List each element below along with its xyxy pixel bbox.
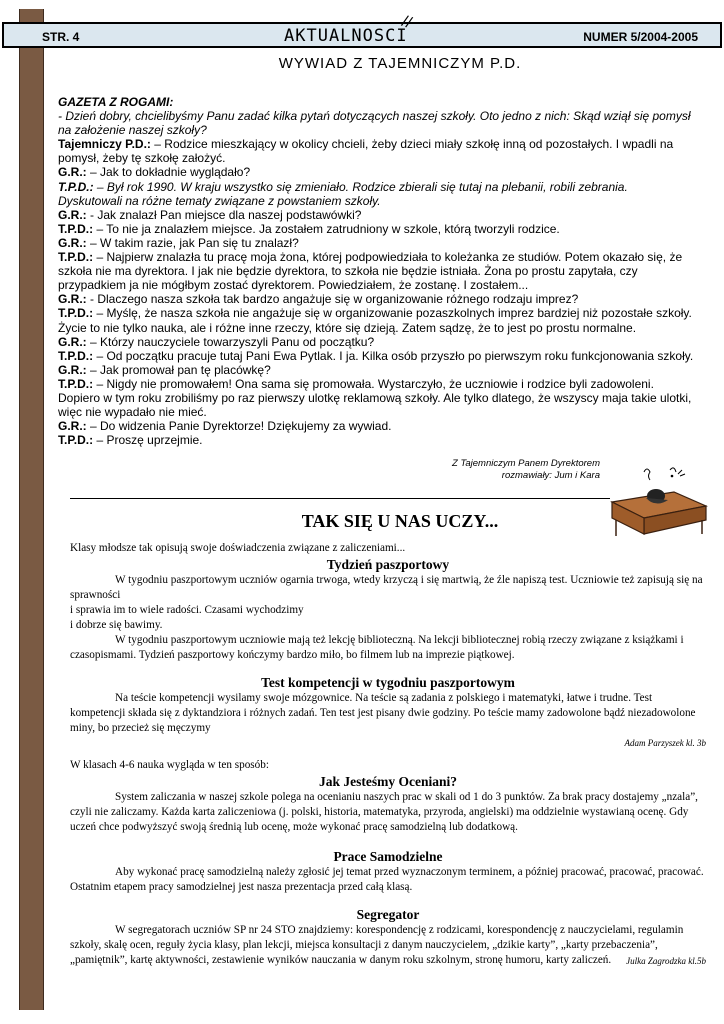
interview-line bbox=[58, 208, 694, 222]
article-intro: Klasy młodsze tak opisują swoje doświadczenia związane z zaliczeniami... bbox=[70, 542, 406, 554]
interview-title: WYWIAD Z TAJEMNICZYM P.D. bbox=[278, 55, 522, 72]
interview-line bbox=[58, 236, 694, 250]
speaker-label: T.P.D.: bbox=[58, 348, 94, 363]
signature-line: Z Tajemniczym Panem Dyrektorem bbox=[452, 458, 600, 469]
interview-line bbox=[58, 222, 694, 236]
article-section-3 bbox=[70, 758, 706, 835]
speaker-label: GAZETA Z ROGAMI: bbox=[58, 95, 174, 109]
slash-icon: // bbox=[399, 13, 414, 33]
left-decorative-bar bbox=[19, 9, 44, 1010]
interview-line bbox=[58, 377, 694, 419]
speaker-label: G.R.: bbox=[58, 165, 87, 180]
interview-signature bbox=[380, 458, 600, 482]
signature-line: rozmawiały: Jum i Kara bbox=[501, 470, 600, 481]
interview-line bbox=[58, 137, 694, 165]
author-signature: Adam Parzyszek kl. 3b bbox=[624, 738, 706, 748]
subhead-oceniani: Jak Jesteśmy Oceniani? bbox=[319, 774, 457, 789]
speaker-label: G.R.: bbox=[58, 334, 87, 349]
article-section-4 bbox=[70, 848, 706, 895]
paragraph: i dobrze się bawimy. bbox=[70, 619, 163, 631]
speaker-label: Tajemniczy P.D.: bbox=[58, 137, 151, 152]
speaker-label: G.R.: bbox=[58, 235, 87, 250]
speaker-text: – Jak promował pan tę placówkę? bbox=[86, 362, 271, 377]
interview-line bbox=[58, 165, 694, 179]
speaker-label: G.R.: bbox=[58, 419, 87, 434]
speaker-text: – Najpierw znalazła tu pracę moja żona, której podpowiedziała to koleżanka ze studiów. Potem okazało się, że szkoła nie ma dyrektora. I jak nie będzie dyrektora, to szkoła nie będzie istniała. Żona po prostu zapytała, czy przypadkiem ja nie mógłbym zostać dyrektorem. Powiedziałem, że zostanę. I zostałem... bbox=[58, 250, 683, 293]
subhead-test: Test kompetencji w tygodniu paszportowym bbox=[261, 675, 515, 690]
paragraph: W tygodniu paszportowym uczniów ogarnia trwoga, wtedy krzyczą i się martwią, że źle napiszą test. Uczniowie też zapisują się na sprawności bbox=[70, 574, 703, 601]
speaker-text: – Rodzice mieszkający w okolicy chcieli, żeby dzieci miały szkołę inną od pozostałych. I wpadli na pomysł, żeby tę szkołę założyć. bbox=[58, 137, 674, 166]
speaker-label: T.P.D.: bbox=[58, 250, 94, 265]
speaker-label: T.P.D.: bbox=[58, 376, 94, 391]
subhead-segregator: Segregator bbox=[356, 907, 420, 922]
interview-line bbox=[58, 180, 694, 208]
mid-intro: W klasach 4-6 nauka wygląda w ten sposób: bbox=[70, 759, 269, 771]
paragraph: W tygodniu paszportowym uczniowie mają też lekcję biblioteczną. Na lekcji bibliotecznej robią rzeczy związane z książkami i czasopismami. Tydzień paszportowy kończymy bardzo miło, bo filmem lub na imprezie piątkowej. bbox=[70, 634, 684, 661]
interview-line bbox=[58, 306, 694, 334]
speaker-text: - Dlaczego nasza szkoła tak bardzo angażuje się w organizowanie różnego rodzaju imprez? bbox=[86, 292, 579, 307]
speaker-text: – W takim razie, jak Pan się tu znalazł? bbox=[86, 235, 299, 250]
issue-number: NUMER 5/2004-2005 bbox=[583, 30, 698, 44]
speaker-text: – Myślę, że nasza szkoła nie angażuje się w organizowanie pozaszkolnych imprez bardziej niż pozostałe szkoły. Życie to nie tylko nauka, ale i różne inne rzeczy, które się dzieją. Zatem sądzę, że to jest po prostu normalne. bbox=[58, 306, 692, 335]
speaker-text: – Do widzenia Panie Dyrektorze! Dziękujemy za wywiad. bbox=[86, 419, 392, 434]
author-signature: Julka Zagrodzka kl.5b bbox=[626, 956, 706, 966]
article-section-5 bbox=[70, 906, 706, 969]
section-divider bbox=[70, 498, 610, 499]
speaker-text: – Był rok 1990. W kraju wszystko się zmieniało. Rodzice zbierali się tutaj na plebanii, robili zebrania. Dyskutowali na różne tematy związane z powstaniem szkoły. bbox=[58, 179, 628, 208]
interview-line bbox=[58, 433, 694, 447]
speaker-label: T.P.D.: bbox=[58, 306, 94, 321]
speaker-label: T.P.D.: bbox=[58, 179, 94, 194]
interview-line bbox=[58, 95, 694, 109]
speaker-text: – Którzy nauczyciele towarzyszyli Panu od początku? bbox=[86, 334, 375, 349]
paragraph: Aby wykonać pracę samodzielną należy zgłosić jej temat przed wyznaczonym terminem, a później pracować, pracować, pracować. Ostatnim etapem pracy samodzielnej jest nasza prezentacja przed całą klasą. bbox=[70, 866, 704, 893]
interview-line bbox=[58, 363, 694, 377]
interview-line bbox=[58, 292, 694, 306]
speaker-label: T.P.D.: bbox=[58, 221, 94, 236]
subhead-tydzien: Tydzień paszportowy bbox=[326, 557, 450, 572]
speaker-text: – Od początku pracuje tutaj Pani Ewa Pytlak. I ja. Kilka osób przyszło po pierwszym roku funkcjonowania szkoły. bbox=[93, 348, 694, 363]
interview-line bbox=[58, 250, 694, 292]
speaker-label: T.P.D.: bbox=[58, 433, 94, 448]
speaker-label: G.R.: bbox=[58, 207, 87, 222]
interview-line bbox=[58, 335, 694, 349]
speaker-label: G.R.: bbox=[58, 292, 87, 307]
subhead-prace: Prace Samodzielne bbox=[333, 849, 443, 864]
speaker-text: – Nigdy nie promowałem! Ona sama się promowała. Wystarczyło, że uczniowie i rodzice byli zadowoleni. Dopiero w tym roku zrobiliśmy po raz pierwszy ulotkę reklamową szkoły. Ale tylko dlatego, że wszyscy maja takie ulotki, więc nie wypadało nie mieć. bbox=[58, 376, 692, 420]
paragraph: Na teście kompetencji wysilamy swoje mózgownice. Na teście są zadania z polskiego i matematyki, łatwe i trudne. Test kompetencji składa się z dyktandziora i różnych zadań. Ten test jest pisany dwie godziny. Po teście mamy zadowolone bądź niezadowolone miny, bo przecież się męczymy bbox=[70, 692, 696, 734]
desk-icon bbox=[604, 462, 714, 542]
page-number: STR. 4 bbox=[42, 30, 80, 44]
page-header bbox=[2, 22, 722, 48]
interview-line bbox=[58, 109, 694, 137]
article-section-1 bbox=[70, 541, 706, 663]
speaker-text: – To nie ja znalazłem miejsce. Ja zostałem zatrudniony w szkole, którą tworzyli rodzice. bbox=[93, 221, 560, 236]
interview-line bbox=[58, 419, 694, 433]
speaker-text: – Proszę uprzejmie. bbox=[93, 433, 203, 448]
speaker-label: G.R.: bbox=[58, 362, 87, 377]
speaker-text: - Dzień dobry, chcielibyśmy Panu zadać kilka pytań dotyczących naszej szkoły. Oto jedno z nich: Skąd wziął się pomysł na założenie naszej szkoły? bbox=[58, 109, 691, 138]
interview-line bbox=[58, 349, 694, 363]
article-title: TAK SIĘ U NAS UCZY... bbox=[301, 511, 499, 531]
paragraph: i sprawia im to wiele radości. Czasami wychodzimy bbox=[70, 604, 304, 616]
article-section-2 bbox=[70, 674, 706, 751]
paragraph: System zaliczania w naszej szkole polega na ocenianiu naszych prac w skali od 1 do 3 punktów. Za brak pracy dostajemy „nzala”, czyli nie zaliczamy. Każda karta zaliczeniowa (j. polski, historia, matematyka, przyroda, angielski) ma oddzielnie wystawianą ocenę. Gdy uczeń chce podwyższyć swoją średnią lub ocenę, może wykonać pracę samodzielną lub dodatkową. bbox=[70, 791, 698, 833]
section-title: AKTUALNOSCI bbox=[284, 26, 408, 46]
speaker-text: - Jak znalazł Pan miejsce dla naszej podstawówki? bbox=[86, 207, 362, 222]
interview-body bbox=[58, 95, 694, 447]
paragraph: W segregatorach uczniów SP nr 24 STO znajdziemy: korespondencję z rodzicami, korespondencję z nauczycielami, regulamin szkoły, skalę ocen, reguły życia klasy, plan lekcji, miejsca konsultacji z danym nauczycielem, „dzikie karty”, „karty przebaczenia”, „pamiętnik”, kartę aktywności, zestawienie wyników nauczania w danym roku szkolnym, stronę humoru, karty zaliczeń. bbox=[70, 924, 684, 966]
speaker-text: – Jak to dokładnie wyglądało? bbox=[86, 165, 251, 180]
